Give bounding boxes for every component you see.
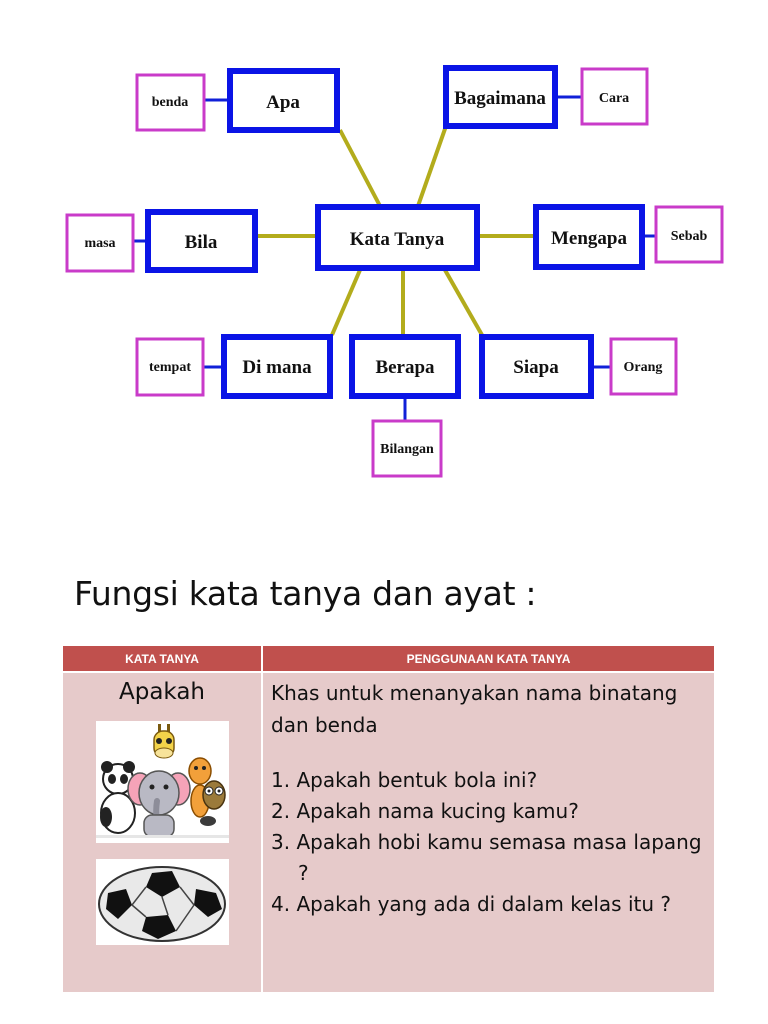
center-node	[318, 207, 477, 268]
soccer-ball-image	[96, 859, 229, 945]
list-item: 2. Apakah nama kucing kamu?	[271, 799, 579, 823]
kata-tanya-table	[63, 646, 714, 992]
node-siapa-label: Siapa	[513, 357, 559, 378]
center-label: Kata Tanya	[349, 229, 445, 250]
meaning-benda-label: benda	[151, 95, 189, 110]
list-item: 4. Apakah yang ada di dalam kelas itu ?	[271, 892, 671, 916]
meaning-tempat	[137, 339, 203, 395]
section-heading: Fungsi kata tanya dan ayat :	[74, 574, 537, 613]
node-berapa	[352, 337, 458, 396]
list-item: 3. Apakah hobi kamu semasa masa lapang ?	[271, 830, 702, 885]
cell-kata	[63, 672, 262, 992]
node-mengapa-label: Mengapa	[551, 228, 627, 249]
node-bagaimana-label: Bagaimana	[454, 88, 546, 109]
node-apa	[230, 71, 337, 130]
kata-apakah: Apakah	[118, 679, 205, 705]
list-item: 1. Apakah bentuk bola ini?	[271, 768, 538, 792]
meaning-cara-label: Cara	[598, 91, 630, 106]
animals-clipart-image	[96, 721, 229, 843]
node-dimana	[224, 337, 330, 396]
node-bila	[148, 212, 255, 270]
kata-tanya-mindmap	[0, 0, 768, 500]
header-penggunaan: PENGGUNAAN KATA TANYA	[262, 646, 714, 672]
usage-description: Khas untuk menanyakan nama binatang dan benda	[271, 681, 678, 737]
meaning-masa	[67, 215, 133, 271]
table-header-row	[63, 646, 714, 672]
meaning-cara	[582, 69, 647, 124]
node-siapa	[482, 337, 591, 396]
connector-siapa	[445, 270, 482, 335]
node-mengapa	[536, 207, 642, 267]
connector-apa	[340, 130, 380, 206]
node-bila-label: Bila	[184, 232, 218, 253]
node-berapa-label: Berapa	[375, 357, 435, 378]
meaning-bilangan	[373, 421, 441, 476]
table-row	[63, 672, 714, 992]
node-bagaimana	[446, 68, 555, 126]
meaning-sebab-label: Sebab	[670, 229, 708, 244]
meaning-masa-label: masa	[84, 236, 116, 251]
meaning-orang-label: Orang	[623, 360, 663, 375]
meaning-orang	[611, 339, 676, 394]
meaning-bilangan-label: Bilangan	[380, 442, 434, 457]
header-kata-tanya: KATA TANYA	[63, 646, 262, 672]
meaning-sebab	[656, 207, 722, 262]
connector-dimana	[332, 270, 360, 335]
meaning-benda	[137, 75, 204, 130]
example-question-list	[263, 765, 714, 920]
connector-bagaimana	[418, 126, 446, 206]
node-dimana-label: Di mana	[242, 357, 312, 378]
meaning-tempat-label: tempat	[149, 360, 191, 375]
node-apa-label: Apa	[266, 92, 300, 113]
cell-penggunaan	[262, 672, 714, 992]
